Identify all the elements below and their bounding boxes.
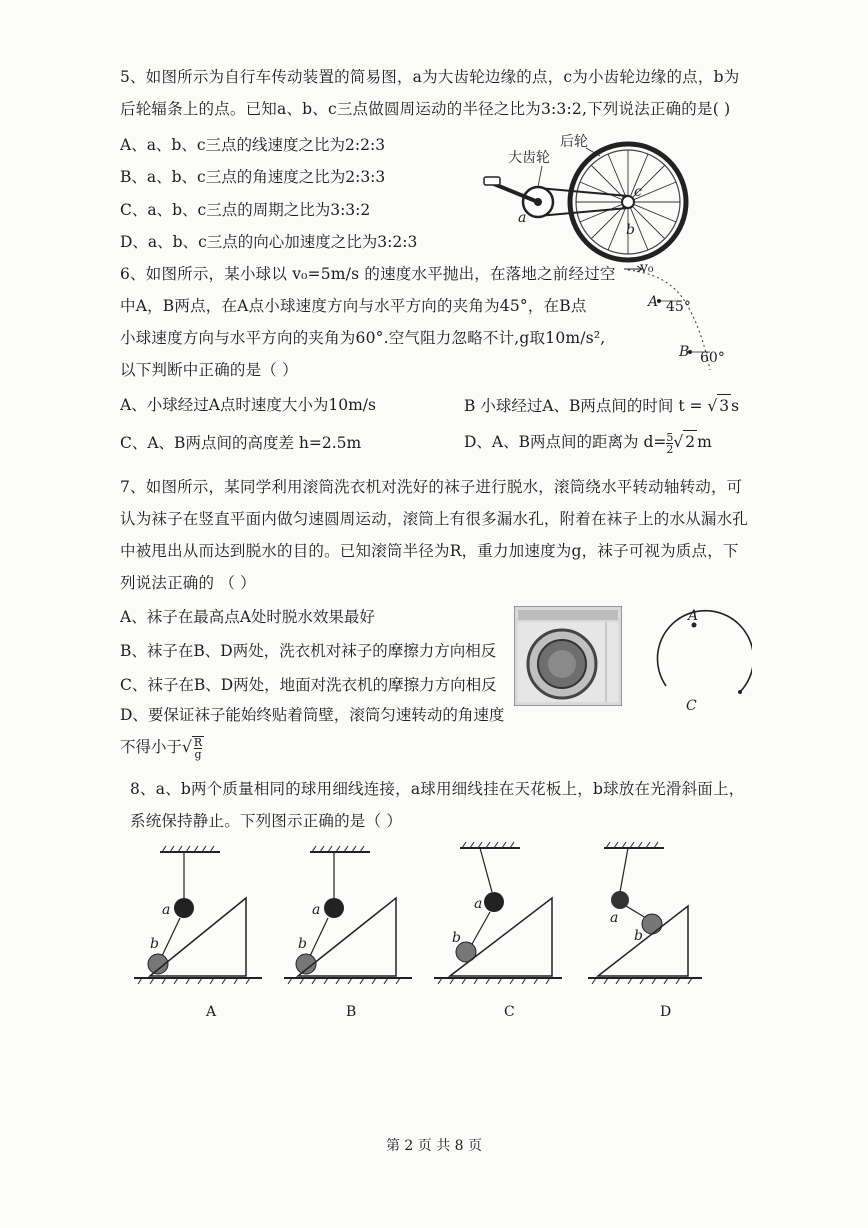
q8-figure-d [584, 836, 734, 996]
q5-option-b: B、a、b、c三点的角速度之比为2:3:3 [120, 168, 386, 186]
q5-option-d: D、a、b、c三点的向心加速度之比为3:2:3 [120, 233, 418, 251]
q8-caption-b: B [346, 1004, 357, 1020]
label-point-b: b [626, 222, 635, 238]
label-angle-60: 60° [700, 350, 725, 366]
svg-text:a: a [474, 896, 483, 912]
drum-circle-figure [640, 606, 752, 722]
q5-option-a: A、a、b、c三点的线速度之比为2:2:3 [120, 136, 386, 154]
svg-text:b: b [298, 936, 307, 952]
q5-stem-line2: 后轮辐条上的点。已知a、b、c三点做圆周运动的半径之比为3:3:2,下列说法正确的是( ) [120, 100, 731, 118]
svg-text:a: a [162, 902, 171, 918]
label-point-a: a [518, 210, 527, 226]
q7-stem-line3: 中被甩出从而达到脱水的目的。已知滚筒半径为R，重力加速度为g，袜子可视为质点，下 [120, 542, 739, 560]
q7-stem-line4: 列说法正确的 （ ） [120, 574, 256, 592]
label-v0: v₀ [640, 262, 654, 276]
q8-caption-d: D [660, 1004, 672, 1020]
ball-b [642, 914, 662, 934]
q7-option-c: C、袜子在B、D两处，地面对洗衣机的摩擦力方向相反 [120, 676, 497, 694]
svg-text:a: a [610, 910, 619, 926]
q8-stem-line2: 系统保持静止。下列图示正确的是（ ） [130, 812, 403, 830]
small-gear [622, 196, 634, 208]
q8-caption-a: A [206, 1004, 217, 1020]
pedal [484, 177, 500, 185]
label-point-A: A [688, 608, 699, 624]
q7-option-d-cont: 不得小于√ $\frac{R}{g}$ [120, 736, 203, 761]
q8-figure-a [130, 836, 280, 996]
q7-option-d: D、要保证袜子能始终贴着筒壁，滚筒匀速转动的角速度 [120, 706, 505, 724]
ball-a [174, 898, 194, 918]
q7-stem-line1: 7、如图所示，某同学利用滚筒洗衣机对洗好的袜子进行脱水，滚筒绕水平转动轴转动，可 [120, 478, 743, 496]
label-rear-wheel: 后轮 [560, 134, 588, 150]
q6-option-a: A、小球经过A点时速度大小为10m/s [120, 396, 376, 414]
svg-text:a: a [312, 902, 321, 918]
svg-text:b: b [452, 930, 461, 946]
q7-option-a: A、袜子在最高点A处时脱水效果最好 [120, 608, 375, 626]
svg-text:b: b [634, 928, 643, 944]
q7-option-b: B、袜子在B、D两处，洗衣机对袜子的摩擦力方向相反 [120, 642, 497, 660]
svg-text:b: b [150, 936, 159, 952]
label-point-A: A [648, 294, 659, 310]
q6-stem-line1: 6、如图所示，某小球以 v₀=5m/s 的速度水平抛出，在落地之前经过空 [120, 265, 616, 283]
projectile-figure [612, 262, 730, 380]
q6-option-d: D、A、B两点间的距离为 d= $\frac{5}{2}$ √ 2 m [464, 430, 712, 456]
q6-option-b: B 小球经过A、B两点间的时间 t = √ 3 s [464, 394, 739, 417]
label-point-B: B [679, 344, 690, 360]
q8-figure-c [430, 836, 580, 996]
incline [450, 898, 552, 976]
label-point-C: C [686, 698, 697, 714]
q5-stem-line1: 5、如图所示为自行车传动装置的简易图，a为大齿轮边缘的点，c为小齿轮边缘的点，b为 [120, 68, 740, 86]
q6-stem-line3: 小球速度方向与水平方向的夹角为60°.空气阻力忽略不计,g取10m/s², [120, 329, 606, 347]
washing-machine-photo [514, 606, 622, 706]
q5-option-c: C、a、b、c三点的周期之比为3:3:2 [120, 201, 371, 219]
q8-caption-c: C [504, 1004, 515, 1020]
page-footer: 第 2 页 共 8 页 [385, 1138, 483, 1154]
q6-option-c: C、A、B两点间的高度差 h=2.5m [120, 434, 362, 452]
ball-a [484, 892, 504, 912]
q6-stem-line2: 中A，B两点，在A点小球速度方向与水平方向的夹角为45°，在B点 [120, 297, 587, 315]
bicycle-transmission-figure [478, 130, 690, 270]
q8-stem-line1: 8、a、b两个质量相同的球用细线连接，a球用细线挂在天花板上，b球放在光滑斜面上， [130, 780, 745, 798]
drum-circle [657, 611, 752, 692]
q8-figure-b [280, 836, 430, 996]
q7-stem-line2: 认为袜子在竖直平面内做匀速圆周运动，滚筒上有很多漏水孔，附着在袜子上的水从漏水孔 [120, 510, 749, 528]
trajectory-path [628, 270, 710, 370]
label-big-gear: 大齿轮 [508, 150, 550, 166]
label-angle-45: 45° [666, 299, 691, 315]
label-point-c: c [634, 184, 642, 200]
q6-stem-line4: 以下判断中正确的是（ ） [120, 361, 298, 379]
ball-a [324, 898, 344, 918]
